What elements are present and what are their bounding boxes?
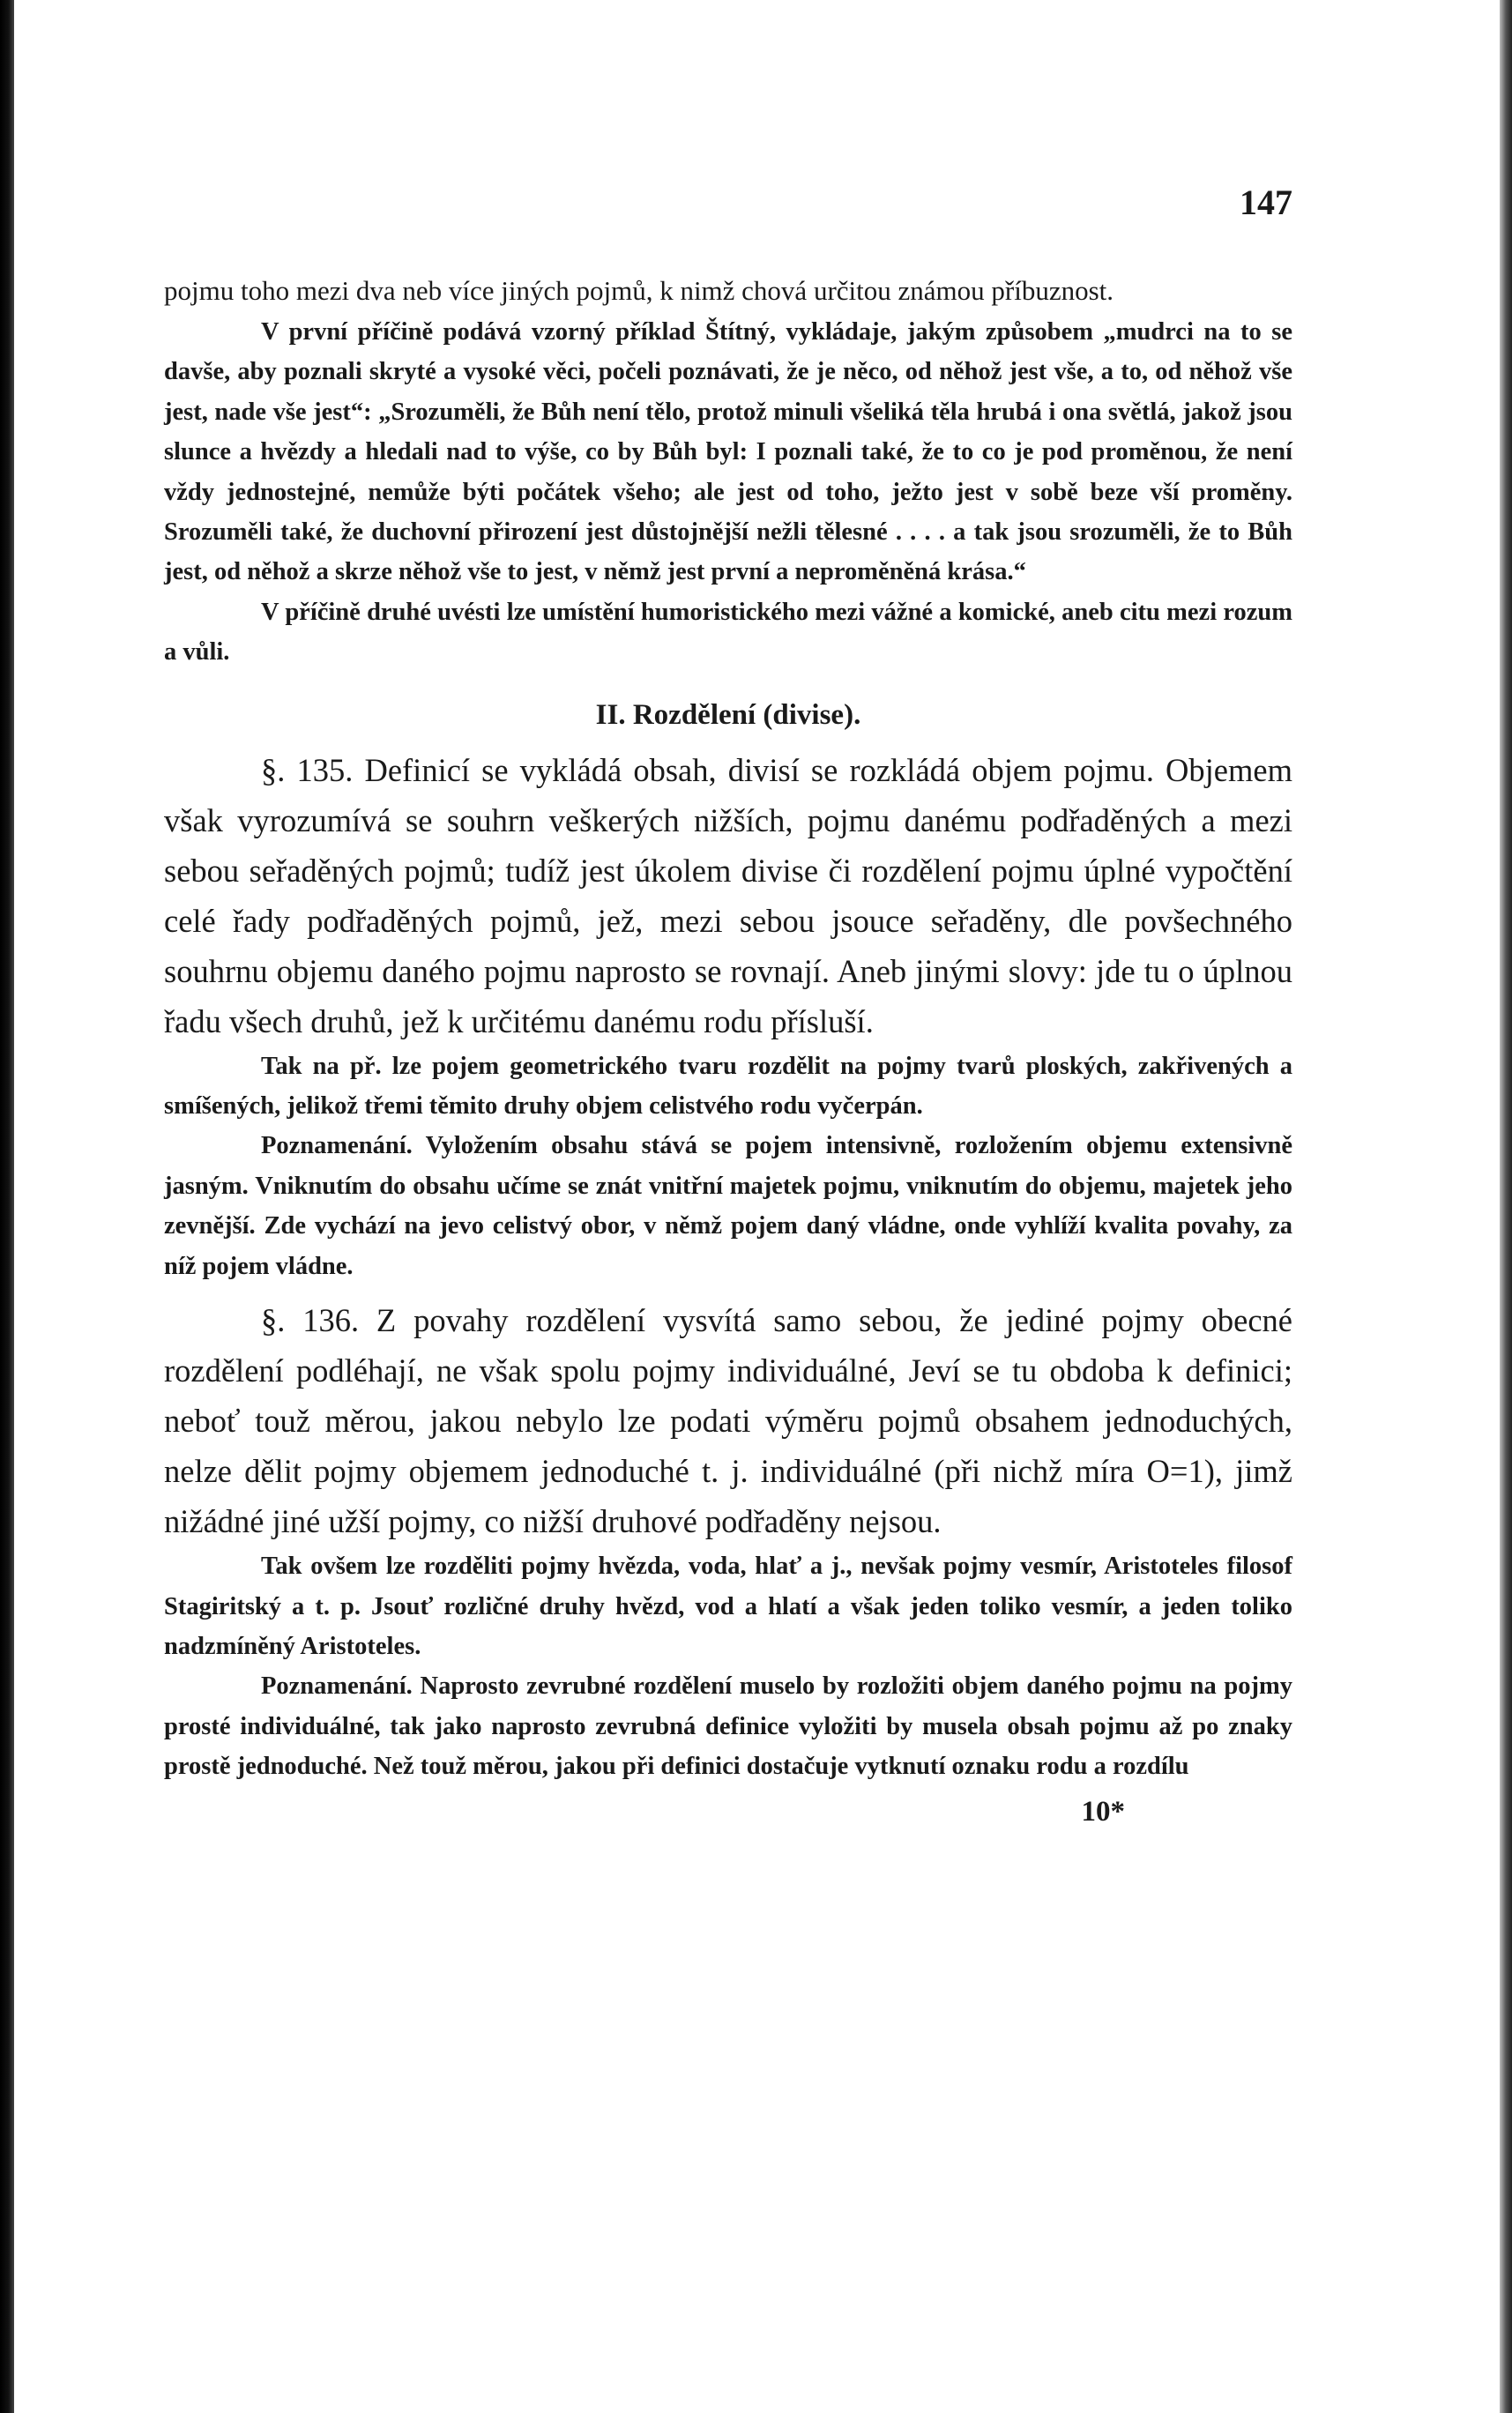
paragraph-example-geometry: Tak na př. lze pojem geometrického tvaru rozdělit na pojmy tvarů ploských, zakřivených a smíšených, jelikož třemi těmito druhy objem celistvého rodu vyčerpán. <box>164 1052 1292 1121</box>
paragraph-example-stars: Tak ovšem lze rozděliti pojmy hvězda, voda, hlať a j., nevšak pojmy vesmír, Aristoteles filosof Stagiritský a t. p. Jsouť rozličné druhy hvězd, vod a hlatí a však jeden toliko vesmír, a jeden toliko nadzmíněný Aristoteles. <box>164 1553 1292 1660</box>
paragraph-note-2: Poznamenání. Naprosto zevrubné rozdělení muselo by rozložiti objem daného pojmu na pojmy prosté individuálné, tak jako naprosto zevrubná definice vyložiti by musela obsah pojmu až po znaky prostě jednoduché. Než touž měrou, jakou při definici dostačuje vytknutí oznaku rodu a rozdílu <box>164 1672 1292 1781</box>
scan-edge-right <box>1500 0 1512 2413</box>
paragraph-note-1: Poznamenání. Vyložením obsahu stává se pojem intensivně, rozložením objemu extensivně jasným. Vniknutím do obsahu učíme se znát vnitřní majetek pojmu, vniknutím do objemu, majetek jeho zevnější. Zde vychází na jevo celistvý obor, v němž pojem daný vládne, onde vyhlíží kvalita povahy, za níž pojem vládne. <box>164 1132 1292 1280</box>
paragraph-section-136: §. 136. Z povahy rozdělení vysvítá samo sebou, že jediné pojmy obecné rozdělení podléhají, ne však spolu pojmy individuálné, Jeví se tu obdoba k definici; neboť touž měrou, jakou nebylo lze podati výměru pojmů obsahem jednoduchých, nelze dělit pojmy objemem jednoduché t. j. individuálné (při nichž míra O=1), jimž nižádné jiné užší pojmy, co nižší druhové podřaděny nejsou. <box>164 1302 1292 1540</box>
book-page <box>164 132 1292 1828</box>
section-heading: II. Rozdělení (divise). <box>595 698 861 731</box>
paragraph-stitny-example: V první příčině podává vzorný příklad Štítný, vykládaje, jakým způsobem „mudrci na to se davše, aby poznali skryté a vysoké věci, počeli poznávati, že je něco, od něhož jest vše, a to, od něhož vše jest, nade vše jest“: „Srozuměli, že Bůh není tělo, protož minuli všeliká těla hrubá i ona světlá, jakož jsou slunce a hvězdy a hledali nad to výše, co by Bůh byl: I poznali také, že to co je pod proměnou, že není vždy jednostejné, nemůže býti počátek všeho; ale jest od toho, ježto jest v sobě beze vší proměny. Srozuměli také, že duchovní přirození jest důstojnější nežli tělesné . . . . a tak jsou srozuměli, že to Bůh jest, od něhož a skrze něhož vše to jest, v němž jest první a neproměněná krása.“ <box>164 318 1292 586</box>
paragraph-continuation: pojmu toho mezi dva neb více jiných pojmů, k nimž chová určitou známou příbuznost. <box>164 275 1114 306</box>
page-number: 147 <box>1240 182 1292 222</box>
scan-dark-edge-left <box>0 0 14 2413</box>
signature-mark: 10* <box>1081 1795 1125 1828</box>
paragraph-section-135: §. 135. Definicí se vykládá obsah, divisí se rozkládá objem pojmu. Objemem však vyrozumívá se souhrn veškerých nižších, pojmu danému podřaděných a mezi sebou seřaděných pojmů; tudíž jest úkolem divise či rozdělení pojmu úplné vypočtění celé řady podřaděných pojmů, jež, mezi sebou jsouce seřaděny, dle povšechného souhrnu objemu daného pojmu naprosto se rovnají. Aneb jinými slovy: jde tu o úplnou řadu všech druhů, jež k určitému danému rodu přísluší. <box>164 751 1292 1039</box>
paragraph-second-cause: V příčině druhé uvésti lze umístění humoristického mezi vážné a komické, aneb citu mezi rozum a vůli. <box>164 598 1292 667</box>
